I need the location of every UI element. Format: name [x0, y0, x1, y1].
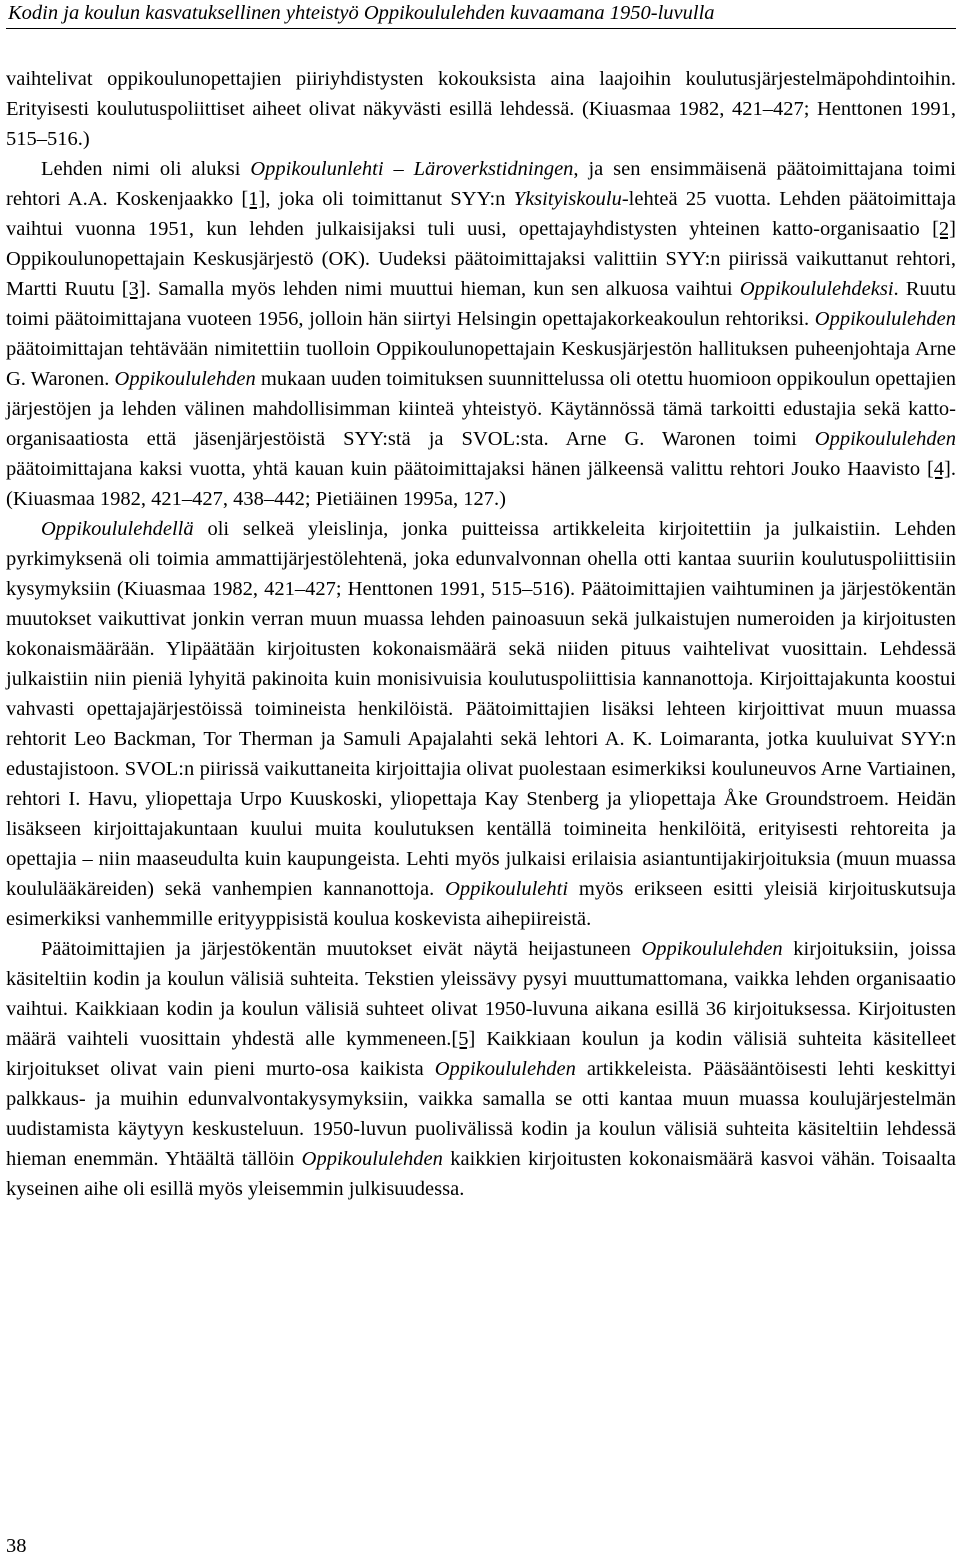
- footnote-link-5[interactable]: [5]: [451, 1028, 476, 1050]
- text: . Samalla myös lehden nimi muuttui hieman, kun sen alkuosa vaihtui: [145, 278, 740, 300]
- paragraph-4: [6, 934, 956, 1204]
- text: , joka oli toimittanut SYY:n: [265, 188, 514, 210]
- italic-title: Oppikoululehden: [814, 428, 956, 450]
- paragraph-3: [6, 514, 956, 934]
- footnote-link-2[interactable]: [2]: [932, 218, 956, 240]
- text: artikkeleista. Pääsääntöisesti lehti keskittyi palkkaus- ja muihin edunvalvontakysymyksiin, vaikka samalla se otti kantaa muun muassa koulujärjestelmän uudistamista käytyyn keskusteluun. 1950-luvun puolivälissä kodin ja koulun välisiä suhteita käsiteltiin lehdessä hieman enemmän. Yhtäältä tällöin: [6, 1058, 957, 1170]
- footnote-link-3[interactable]: [3]: [121, 278, 146, 300]
- italic-title: Oppikoululehden: [434, 1058, 576, 1080]
- italic-title: Oppikoululehti: [445, 878, 569, 900]
- paragraph-1: [6, 64, 956, 154]
- italic-title: Oppikoululehden: [641, 938, 783, 960]
- text: kirjoituksiin, joissa käsiteltiin kodin ja koulun välisiä suhteita. Tekstien yleissävy pysyi muuttumattomana, vaikka lehden organisaatio vaihtui. Kaikkiaan kodin ja koulun välisiä suhteet olivat 1950-luvuna aikana esillä 36 kirjoituksessa. Kirjoitusten määrä vaihteli vuosittain yhdestä alle kymmeneen.: [6, 938, 956, 1050]
- italic-title: Oppikoululehden: [114, 368, 256, 390]
- text: . (Kiuasmaa 1982, 421–427, 438–442; Pietiäinen 1995a, 127.): [6, 458, 956, 510]
- header-rule: [6, 28, 956, 29]
- text: päätoimittajana kaksi vuotta, yhtä kauan kuin päätoimittajaksi hänen jälkeensä valittu rehtori Jouko Haavisto: [6, 458, 927, 480]
- text: Päätoimittajien ja järjestökentän muutokset eivät näytä heijastuneen: [41, 938, 642, 960]
- text: . Ruutu toimi päätoimittajana vuoteen 1956, jolloin hän siirtyi Helsingin opettajakorkeakoulun rehtoriksi.: [6, 278, 956, 330]
- text: myös erikseen esitti yleisiä kirjoituskutsuja esimerkiksi vanhemmille erityyppisistä koulua koskevista aihepiireistä.: [6, 878, 956, 930]
- text: -lehteä 25 vuotta. Lehden päätoimittaja vaihtui vuonna 1951, kun lehden julkaisijaksi tuli uusi, opettajayhdistysten yhteinen katto-organisaatio: [6, 188, 956, 240]
- footnote-link-4[interactable]: [4]: [926, 458, 951, 480]
- running-header: Kodin ja koulun kasvatuksellinen yhteistyö Oppikoululehden kuvaamana 1950-luvulla: [8, 2, 715, 24]
- italic-title: Oppikoululehden: [301, 1148, 443, 1170]
- italic-title: Oppikoululehdellä: [41, 518, 194, 540]
- text: päätoimittajan tehtävään nimitettiin tuolloin Oppikoulunopettajain Keskusjärjestön hallituksen puheenjohtaja Arne G. Waronen.: [6, 338, 956, 390]
- italic-title: Oppikoululehden: [814, 308, 956, 330]
- italic-title: Yksityiskoulu: [513, 188, 622, 210]
- article-body: [6, 64, 956, 1204]
- text: Kaikkiaan koulun ja kodin välisiä suhteita käsitelleet kirjoitukset olivat vain pieni murto-osa kaikista: [6, 1028, 956, 1080]
- text: Lehden nimi oli aluksi: [41, 158, 251, 180]
- paragraph-2: [6, 154, 956, 514]
- page-number: 38: [6, 1535, 27, 1557]
- text: , ja sen ensimmäisenä päätoimittajana toimi rehtori A.A. Koskenjaakko: [6, 158, 956, 210]
- text: kaikkien kirjoitusten kokonaismäärä kasvoi vähän. Toisaalta kyseinen aihe oli esillä myös yleisemmin julkisuudessa.: [6, 1148, 956, 1200]
- text: mukaan uuden toimituksen suunnittelussa oli otettu huomioon oppikoulun opettajien järjestöjen ja lehden välinen mahdollisimman kiinteä yhteistyö. Käytännössä tämä tarkoitti edustajia sekä katto-organisaatiosta että jäsenjärjestöistä SYY:stä ja SVOL:sta. Arne G. Waronen toimi: [6, 368, 956, 450]
- footnote-link-1[interactable]: [1]: [241, 188, 266, 210]
- italic-title: Oppikoululehdeksi: [739, 278, 894, 300]
- text: vaihtelivat oppikoulunopettajien piiriyhdistysten kokouksista aina laajoihin koulutusjärjestelmäpohdintoihin. Erityisesti koulutuspoliittiset aiheet olivat näkyvästi esillä lehdessä. (Kiuasmaa 1982, 421–427; Henttonen 1991, 515–516.): [6, 68, 956, 150]
- text: Oppikoulunopettajain Keskusjärjestö (OK). Uudeksi päätoimittajaksi valittiin SYY:n piirissä vaikuttanut rehtori, Martti Ruutu: [6, 248, 956, 300]
- italic-title: Oppikoulunlehti – Läroverkstidningen: [250, 158, 574, 180]
- text: oli selkeä yleislinja, jonka puitteissa artikkeleita kirjoitettiin ja julkaistiin. Lehden pyrkimyksenä oli toimia ammattijärjestölehtenä, joka edunvalvonnan ohella otti kantaa suuriin koulutuspoliittisiin kysymyksiin (Kiuasmaa 1982, 421–427; Henttonen 1991, 515–516). Päätoimittajien vaihtuminen ja järjestökentän muutokset vaikuttivat jonkin verran muun muassa lehden painoasuun sekä julkaistujen numeroiden ja kirjoitusten kokonaismäärään. Ylipäätään kirjoitusten kokonaismäärä sekä niiden pituus vaihtelivat vuosittain. Lehdessä julkaistiin niin pieniä lyhyitä pakinoita kuin monisivuisia koulutuspoliittisia kannanottoja. Kirjoittajakunta koostui vahvasti opettajajärjestöissä toimineista henkilöistä. Päätoimittajien lisäksi lehteen kirjoittivat muun muassa rehtorit Leo Backman, Tor Therman ja Samuli Apajalahti sekä lehtori A. K. Loimaranta, jotka kuuluivat SYY:n edustajistoon. SVOL:n piirissä vaikuttaneita kirjoittajia olivat puolestaan esimerkiksi kouluneuvos Arne Vartiainen, rehtori I. Havu, yliopettaja Urpo Kuuskoski, yliopettaja Kay Stenberg ja yliopettaja Åke Groundstroem. Heidän lisäkseen kirjoittajakuntaan kuului muita koulutuksen kentällä toimineita henkilöitä, erityisesti rehtoreita ja opettajia – niin maaseudulta kuin kaupungeista. Lehti myös julkaisi erilaisia asiantuntijakirjoituksia (muun muassa koululääkäreiden) sekä vanhempien kannanottoja.: [6, 518, 956, 900]
